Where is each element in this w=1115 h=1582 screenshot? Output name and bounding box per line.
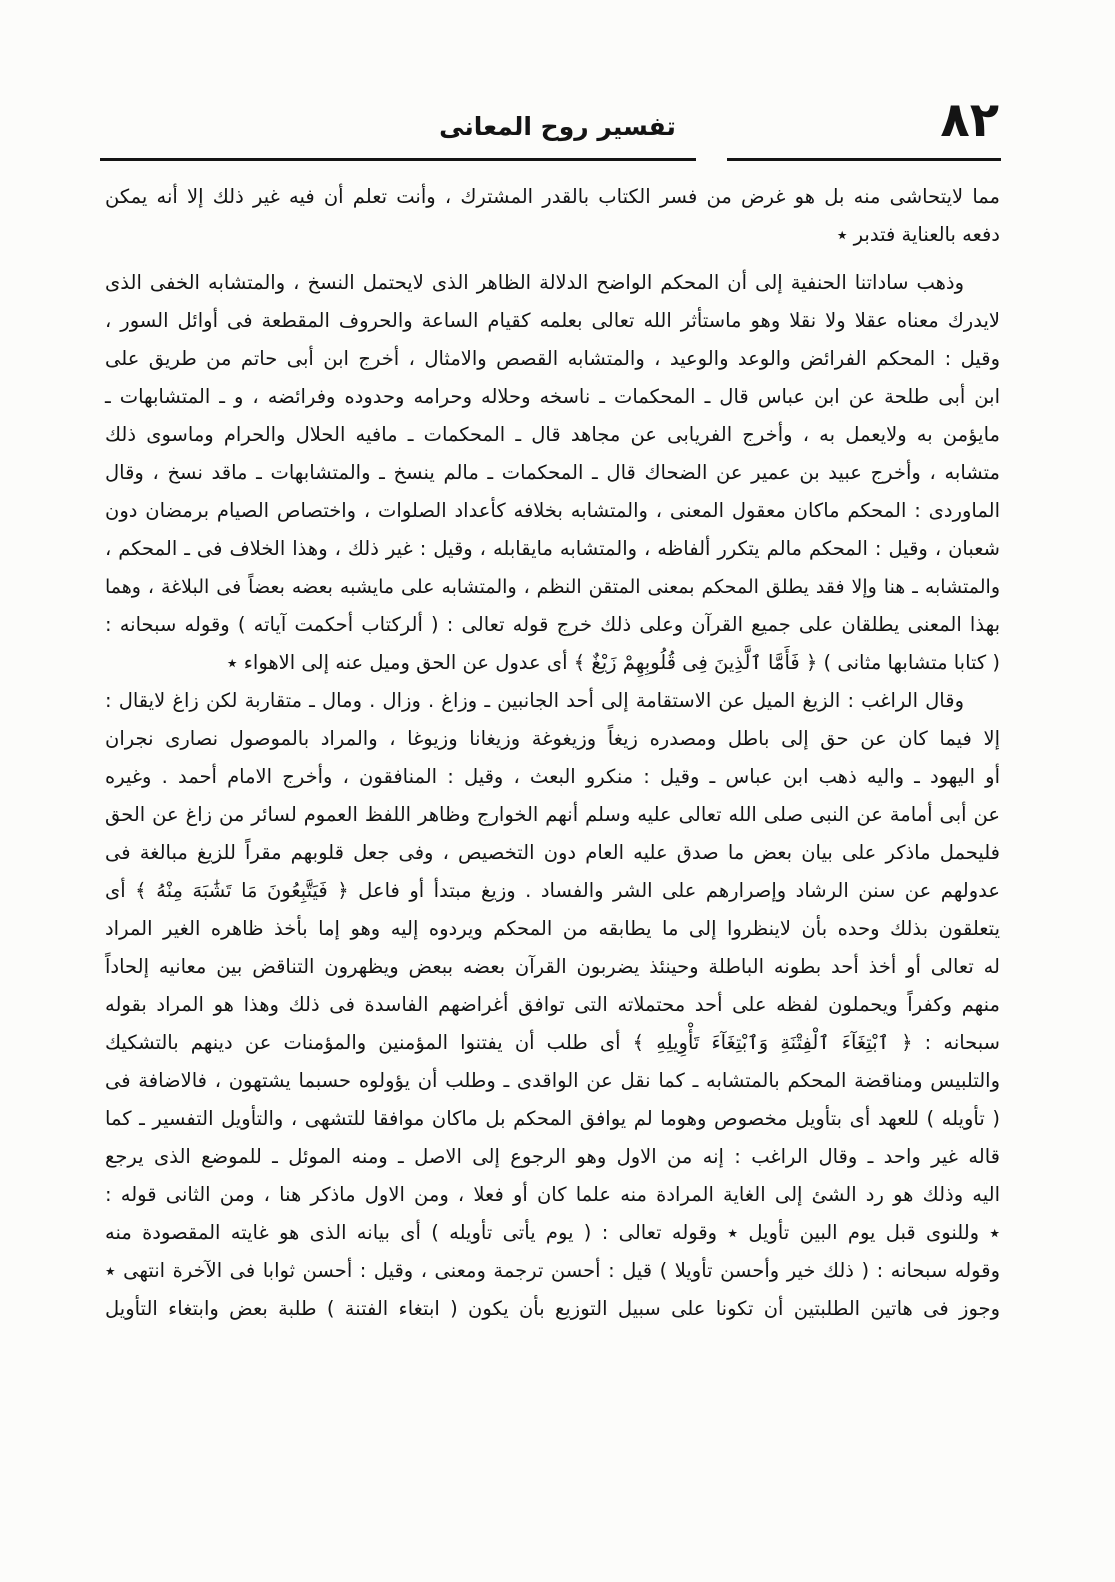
header-rule bbox=[100, 158, 696, 161]
text-line: شعبان ، وقيل : المحكم مالم يتكرر ألفاظه ، والمتشابه مايقابله ، وقيل : غير ذلك ، وهذا الخلاف فى ـ المحكم ، bbox=[105, 537, 1000, 560]
text-line: اليه وذلك هو رد الشئ إلى الغاية المرادة منه علما كان أو فعلا ، ومن الاول ماذكر هنا ، ومن الثانى قوله : bbox=[105, 1183, 1000, 1206]
text-line: قاله غير واحد ـ وقال الراغب : إنه من الاول وهو الرجوع إلى الاصل ـ ومنه الموئل ـ للموضع الذى يرجع bbox=[105, 1145, 1000, 1168]
text-line: منهم وكفراً ويحملون لفظه على أحد محتملاته التى توافق أغراضهم الفاسدة فى ذلك وهذا هو المراد بقوله bbox=[105, 993, 1000, 1016]
page-number: ٨٢ bbox=[940, 92, 999, 148]
text-line: لايدرك معناه عقلا ولا نقلا وهو ماستأثر الله تعالى بعلمه كقيام الساعة والحروف المقطعة فى أوائل السور ، bbox=[105, 309, 1000, 332]
paragraph bbox=[105, 1290, 1000, 1328]
text-line: وقال الراغب : الزيغ الميل عن الاستقامة إلى أحد الجانبين ـ وزاغ . وزال . ومال ـ متقاربة لكن زاغ لايقال : bbox=[105, 689, 964, 712]
text-line: وقيل : المحكم الفرائض والوعد والوعيد ، والمتشابه القصص والامثال ، أخرج ابن أبى حاتم من طريق على bbox=[105, 347, 1000, 370]
text-line: بهذا المعنى يطلقان على جميع القرآن وعلى ذلك خرج قوله تعالى : ( ألركتاب أحكمت آياته ) وقوله سبحانه : bbox=[105, 613, 1000, 636]
running-title: تفسير روح المعانى bbox=[439, 112, 676, 141]
text-line: والتلبيس ومناقضة المحكم بالمتشابه ـ كما نقل عن الواقدى ـ وطلب أن يؤولوه حسبما يشتهون ، فالاضافة فى bbox=[105, 1069, 1000, 1092]
text-line: مايؤمن به ولايعمل به ، وأخرج الفريابى عن مجاهد قال ـ المحكمات ـ مافيه الحلال والحرام وماسوى ذلك bbox=[105, 423, 1000, 446]
text-line: ابن أبى طلحة عن ابن عباس قال ـ المحكمات ـ ناسخه وحلاله وحرامه وحدوده وفرائضه ، و ـ المتشابهات ـ bbox=[105, 385, 1000, 408]
paragraph bbox=[105, 682, 1000, 1290]
text-line: له تعالى أو أخذ أحد بطونه الباطلة وحينئذ يضربون القرآن بعضه ببعض ويظهرون التناقض بين معانيه إلحاداً bbox=[105, 955, 1000, 978]
text-line: والمتشابه ـ هنا وإلا فقد يطلق المحكم بمعنى المتقن النظم ، والمتشابه على مايشبه بعضه بعضاً فى البلاغة ، وهما bbox=[105, 576, 1000, 598]
text-line: إلا فيما كان عن حق إلى باطل ومصدره زيغاً وزيغوغة وزيغانا وزيوغا ، والمراد بالموصول نصارى نجران bbox=[105, 727, 1000, 750]
text-line: ( تأويله ) للعهد أى بتأويل مخصوص وهوما لم يوافق المحكم بل ماكان موافقا للتشهى ، والتأويل التفسير ـ كما bbox=[105, 1107, 1000, 1130]
text-line: يتعلقون بذلك وحده بأن لاينظروا إلى ما يطابقه من المحكم ويردوه إليه وهو إما بأخذ ظاهره الغير المراد bbox=[105, 917, 1000, 940]
text-line: ٭ وللنوى قبل يوم البين تأويل ٭ وقوله تعالى : ( يوم يأتى تأويله ) أى بيانه الذى هو غايته المقصودة منه bbox=[105, 1221, 1000, 1244]
text-line: أو اليهود ـ واليه ذهب ابن عباس ـ وقيل : منكرو البعث ، وقيل : المنافقون ، وأخرج الامام أحمد . وغيره bbox=[105, 765, 1000, 788]
text-line: مما لايتحاشى منه بل هو غرض من فسر الكتاب بالقدر المشترك ، وأنت تعلم أن فيه غير ذلك إلا أنه يمكن bbox=[105, 185, 1000, 208]
text-line: وقوله سبحانه : ( ذلك خير وأحسن تأويلا ) قيل : أحسن ترجمة ومعنى ، وقيل : أحسن ثوابا فى الآخرة انتهى ٭ bbox=[105, 1259, 1000, 1282]
text-line: عن أبى أمامة عن النبى صلى الله تعالى عليه وسلم أنهم الخوارج وظاهر اللفظ العموم لسائر من زاغ عن الحق bbox=[105, 803, 1000, 826]
text-line: وذهب ساداتنا الحنفية إلى أن المحكم الواضح الدلالة الظاهر الذى لايحتمل النسخ ، والمتشابه الخفى الذى bbox=[105, 271, 964, 294]
text-line: متشابه ، وأخرج عبيد بن عمير عن الضحاك قال ـ المحكمات ـ مالم ينسخ ـ والمتشابهات ـ ماقد نسخ ، وقال bbox=[105, 461, 1000, 484]
text-line: فليحمل ماذكر على بيان بعض ما صدق عليه العام دون التخصيص ، وفى جعل قلوبهم مقراً للزيغ مبالغة فى bbox=[105, 841, 1000, 864]
text-line: عدولهم عن سنن الرشاد وإصرارهم على الشر والفساد . وزيغ مبتدأ أو فاعل ﴿ فَيَتَّبِعُونَ مَا تَشَٰبَهَ مِنْهُ ﴾ أى bbox=[105, 879, 1000, 902]
text-line: دفعه بالعناية فتدبر ٭ bbox=[836, 223, 1000, 246]
header-rule bbox=[727, 158, 1001, 161]
text-line: وجوز فى هاتين الطلبتين أن تكونا على سبيل التوزيع بأن يكون ( ابتغاء الفتنة ) طلبة بعض وابتغاء التأويل bbox=[105, 1297, 1000, 1320]
text-line: ( كتابا متشابها مثانى ) ﴿ فَأَمَّا ٱلَّذِينَ فِى قُلُوبِهِمْ زَيْغٌ ﴾ أى عدول عن الحق وميل عنه إلى الاهواء ٭ bbox=[226, 651, 1000, 674]
paragraph bbox=[105, 178, 1000, 254]
text-line: سبحانه : ﴿ ٱبْتِغَآءَ ٱلْفِتْنَةِ وَٱبْتِغَآءَ تَأْوِيلِهِ ﴾ أى طلب أن يفتنوا المؤمنين والمؤمنات عن دينهم بالتشكيك bbox=[105, 1031, 1000, 1054]
text-line: الماوردى : المحكم ماكان معقول المعنى ، والمتشابه بخلافه كأعداد الصلوات ، واختصاص الصيام برمضان دون bbox=[105, 499, 1000, 522]
paragraph bbox=[105, 264, 1000, 682]
body-text bbox=[105, 178, 1000, 1328]
